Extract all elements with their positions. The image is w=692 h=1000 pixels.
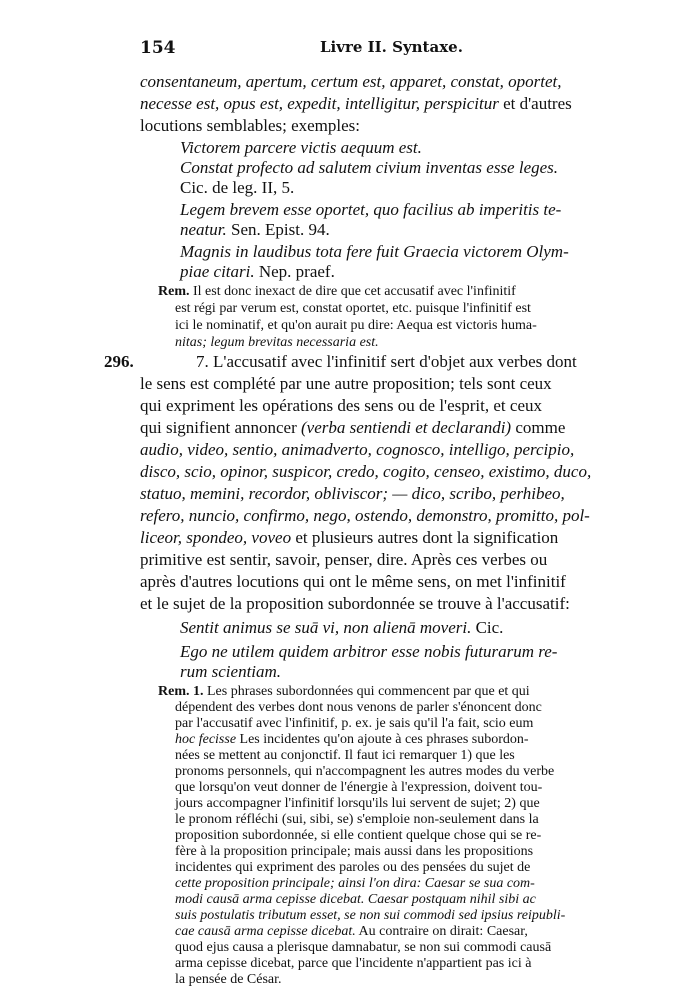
text-line: audio, video, sentio, animadverto, cognosco, intelligo, percipio,	[140, 440, 575, 459]
remark-line: pronoms personnels, qui n'accompagnent les autres modes du verbe	[175, 764, 555, 779]
example-line: piae citari. Nep. praef.	[180, 262, 335, 281]
remark-line: nitas; legum brevitas necessaria est.	[175, 335, 379, 350]
example-line: Sentit animus se suā vi, non alienā moveri. Cic.	[180, 618, 504, 637]
remark-line: cette proposition principale; ainsi l'on dira: Caesar se sua com-	[175, 876, 535, 891]
text-line: locutions semblables; exemples:	[140, 116, 361, 135]
example-line: rum scientiam.	[180, 662, 282, 681]
text-line: et le sujet de la proposition subordonnée se trouve à l'accusatif:	[140, 594, 570, 613]
remark-line: dépendent des verbes dont nous venons de parler s'énoncent donc	[175, 700, 542, 715]
text-line: necesse est, opus est, expedit, intelligitur, perspicitur et d'autres	[140, 94, 572, 113]
remark-line: par l'accusatif avec l'infinitif, p. ex. je sais qu'il l'a fait, scio eum	[175, 716, 534, 731]
remark-line: fère à la proposition principale; mais aussi dans les propositions	[175, 844, 534, 859]
remark-line: suis postulatis tributum esset, se non sui commodi sed ipsius reipubli-	[175, 908, 566, 923]
text-line: disco, scio, opinor, suspicor, credo, cogito, censeo, existimo, duco,	[140, 462, 592, 481]
remark-line: hoc fecisse Les incidentes qu'on ajoute à ces phrases subordon-	[175, 732, 529, 747]
remark-line: que lorsqu'on veut donner de l'énergie à l'expression, doivent tou-	[175, 780, 543, 795]
example-line: Legem brevem esse oportet, quo facilius ab imperitis te-	[180, 200, 562, 219]
remark-line: cae causā arma cepisse dicebat. Au contraire on dirait: Caesar,	[175, 924, 528, 939]
page-number: 154	[140, 38, 176, 58]
remark-line: la pensée de César.	[175, 972, 282, 987]
remark-line: ici le nominatif, et qu'on aurait pu dire: Aequa est victoris huma-	[175, 318, 537, 333]
example-line: Victorem parcere victis aequum est.	[180, 138, 422, 157]
remark-line: nées se mettent au conjonctif. Il faut ici remarquer 1) que les	[175, 748, 515, 763]
text-line: qui signifient annoncer (verba sentiendi et declarandi) comme	[140, 418, 566, 437]
remark-line: le pronom réfléchi (sui, sibi, se) s'emploie non-seulement dans la	[175, 812, 539, 827]
example-line: neatur. Sen. Epist. 94.	[180, 220, 330, 239]
example-citation: Cic. de leg. II, 5.	[180, 178, 295, 197]
text-line: après d'autres locutions qui ont le même sens, on met l'infinitif	[140, 572, 566, 591]
remark-line: modi causā arma cepisse dicebat. Caesar postquam nihil sibi ac	[175, 892, 536, 907]
text-line: liceor, spondeo, voveo et plusieurs autres dont la signification	[140, 528, 559, 547]
text-line: primitive est sentir, savoir, penser, dire. Après ces verbes ou	[140, 550, 548, 569]
example-line: Constat profecto ad salutem civium inventas esse leges.	[180, 158, 559, 177]
example-line: Magnis in laudibus tota fere fuit Graecia victorem Olym-	[180, 242, 569, 261]
section-number: 296.	[104, 352, 134, 371]
text-line: qui expriment les opérations des sens ou de l'esprit, et ceux	[140, 396, 542, 415]
text-line: le sens est complété par une autre proposition; tels sont ceux	[140, 374, 552, 393]
remark-line: quod ejus causa a plerisque damnabatur, se non sui commodi causā	[175, 940, 552, 955]
remark-line: jours accompagner l'infinitif lorsqu'ils lui servent de sujet; 2) que	[175, 796, 540, 811]
remark-line: est régi par verum est, constat oportet, etc. puisque l'infinitif est	[175, 301, 531, 316]
text-line: 7. L'accusatif avec l'infinitif sert d'objet aux verbes dont	[196, 352, 577, 371]
remark-line: proposition subordonnée, si elle contient quelque chose qui se re-	[175, 828, 542, 843]
text-line: consentaneum, apertum, certum est, apparet, constat, oportet,	[140, 72, 562, 91]
text-line: statuo, memini, recordor, obliviscor; — dico, scribo, perhibeo,	[140, 484, 565, 503]
remark-line: incidentes qui expriment des paroles ou des pensées du sujet de	[175, 860, 531, 875]
remark-line: arma cepisse dicebat, parce que l'incidente n'appartient pas ici à	[175, 956, 532, 971]
text-line: refero, nuncio, confirmo, nego, ostendo, demonstro, promitto, pol-	[140, 506, 590, 525]
running-title: Livre II. Syntaxe.	[320, 38, 463, 56]
remark-line: Rem. 1. Les phrases subordonnées qui commencent par que et qui	[158, 684, 530, 699]
remark-line: Rem. Il est donc inexact de dire que cet accusatif avec l'infinitif	[158, 284, 516, 299]
example-line: Ego ne utilem quidem arbitror esse nobis futurarum re-	[180, 642, 558, 661]
